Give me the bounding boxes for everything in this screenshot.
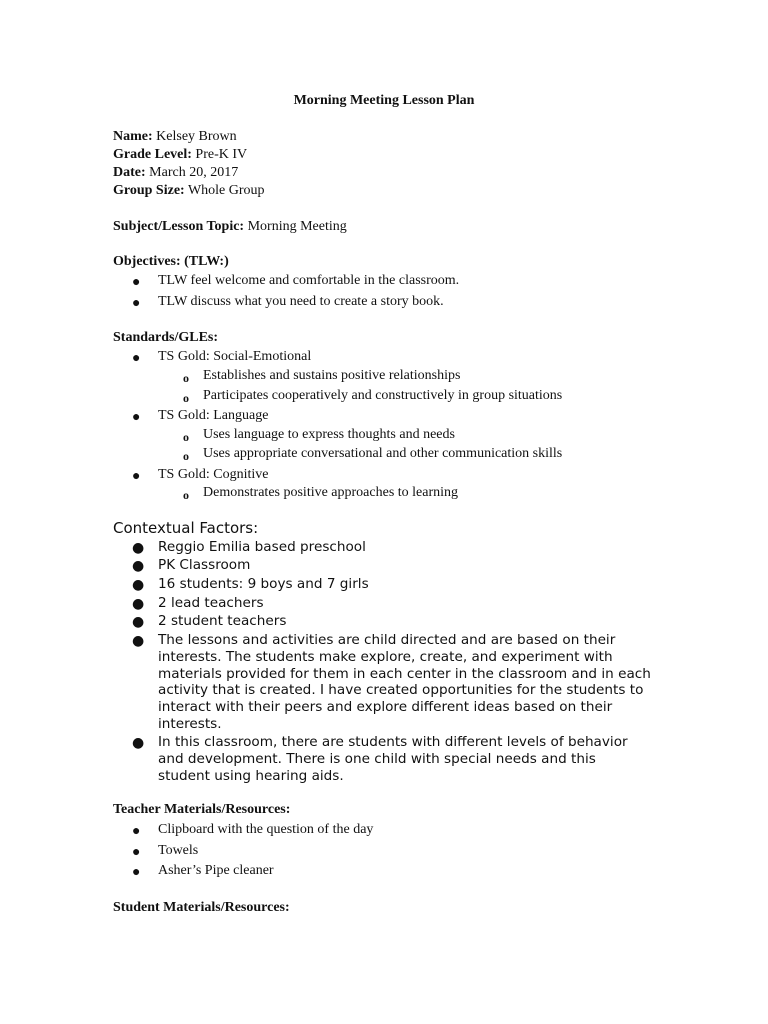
bullet-icon: ● (132, 410, 141, 425)
bullet-icon: ● (132, 633, 145, 649)
contextual-item: Reggio Emilia based preschool (158, 539, 366, 555)
name-value: Kelsey Brown (152, 129, 237, 144)
name-line (113, 129, 237, 145)
teacher-materials-heading: Teacher Materials/Resources: (113, 802, 291, 817)
bullet-icon: ● (132, 845, 141, 860)
sub-bullet-icon: o (183, 391, 189, 405)
standard-sub-item: Demonstrates positive approaches to learning (203, 485, 459, 500)
group-size-value: Whole Group (184, 183, 265, 198)
subject-line (113, 219, 347, 235)
teacher-material-item: Clipboard with the question of the day (158, 822, 374, 837)
standard-sub-item: Uses appropriate conversational and other communication skills (203, 446, 563, 461)
contextual-item: PK Classroom (158, 557, 251, 573)
name-label: Name: (113, 129, 153, 144)
bullet-icon: ● (132, 351, 141, 366)
bullet-icon: ● (132, 577, 145, 593)
grade-line (113, 147, 247, 163)
contextual-item: 16 students: 9 boys and 7 girls (158, 576, 369, 592)
grade-value: Pre-K IV (191, 147, 248, 162)
bullet-icon: ● (132, 824, 141, 839)
standard-sub-item: Participates cooperatively and constructively in group situations (203, 388, 563, 403)
bullet-icon: ● (132, 865, 141, 880)
bullet-icon: ● (132, 735, 145, 751)
standard-sub-item: Uses language to express thoughts and needs (203, 427, 455, 442)
contextual-item: 2 lead teachers (158, 595, 264, 611)
contextual-heading: Contextual Factors: (113, 519, 259, 537)
standard-group: TS Gold: Language (158, 408, 269, 423)
student-materials-heading: Student Materials/Resources: (113, 900, 290, 915)
bullet-icon: ● (132, 614, 145, 630)
objective-item: TLW feel welcome and comfortable in the classroom. (158, 273, 460, 288)
teacher-material-item: Asher’s Pipe cleaner (158, 863, 274, 878)
bullet-icon: ● (132, 558, 145, 574)
teacher-material-item: Towels (158, 843, 199, 858)
standard-group: TS Gold: Social-Emotional (158, 349, 312, 364)
sub-bullet-icon: o (183, 430, 189, 444)
bullet-icon: ● (132, 596, 145, 612)
group-size-label: Group Size: (113, 183, 185, 198)
objective-item: TLW discuss what you need to create a story book. (158, 294, 444, 309)
subject-label: Subject/Lesson Topic: (113, 219, 245, 234)
page-title: Morning Meeting Lesson Plan (293, 93, 475, 108)
bullet-icon: ● (132, 540, 145, 556)
bullet-icon: ● (132, 275, 141, 290)
bullet-icon: ● (132, 296, 141, 311)
date-value: March 20, 2017 (145, 165, 239, 180)
sub-bullet-icon: o (183, 449, 189, 463)
date-line (113, 165, 238, 181)
contextual-paragraph: The lessons and activities are child directed and are based on their interests. The students make explore, create, and experiment with materials provided for them in each center in the classroom and in each activity that is created. I have created opportunities for the students to interact with their peers and explore different ideas based on their interests. (158, 632, 651, 732)
objectives-heading: Objectives: (TLW:) (113, 254, 229, 269)
contextual-item: 2 student teachers (158, 613, 287, 629)
standards-heading: Standards/GLEs: (113, 330, 219, 345)
subject-value: Morning Meeting (244, 219, 347, 234)
standard-sub-item: Establishes and sustains positive relationships (203, 368, 461, 383)
standard-group: TS Gold: Cognitive (158, 467, 269, 482)
date-label: Date: (113, 165, 146, 180)
sub-bullet-icon: o (183, 371, 189, 385)
contextual-paragraph: In this classroom, there are students with different levels of behavior and development. There is one child with special needs and this student using hearing aids. (158, 734, 628, 784)
group-size-line (113, 183, 265, 199)
grade-label: Grade Level: (113, 147, 192, 162)
sub-bullet-icon: o (183, 488, 189, 502)
bullet-icon: ● (132, 469, 141, 484)
